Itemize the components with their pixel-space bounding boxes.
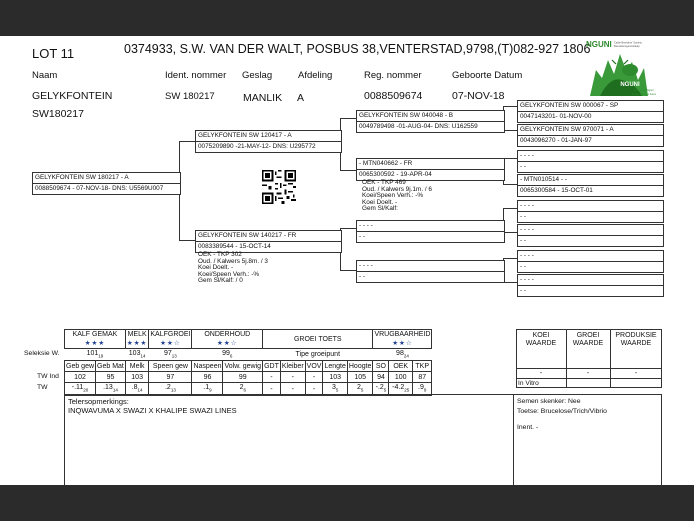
pedigree-sss: GELYKFONTEIN SW 000067 - SP 0047143201- 01-NOV-00	[517, 100, 664, 123]
semen-donor: Semen skenker: Nee	[517, 398, 581, 405]
in-vitro-label: In Vitro	[518, 380, 539, 387]
pedigree-dam: GELYKFONTEIN SW 140217 - FR 0083389544 - 15-OCT-14	[195, 230, 342, 253]
header-afdeling: Afdeling	[298, 70, 333, 81]
sel-kalfgroei: $97_{13}$	[164, 350, 177, 359]
header-reg: Reg. nommer	[364, 70, 422, 81]
koei-waarde-ind: -	[539, 370, 543, 377]
group-kalf-gemak: KALF GEMAK ★★★	[65, 330, 126, 349]
pedigree-dss: - - - - - -	[517, 200, 664, 223]
qr-code-icon	[262, 170, 296, 204]
remarks-text: INQWAVUMA X SWAZI X KHALIPE SWAZI LINES	[68, 406, 237, 415]
animal-geslag: MANLIK	[243, 92, 283, 104]
produksie-waarde-header: PRODUKSIE WAARDE	[615, 332, 657, 347]
pedigree-sire-dam: - MTN040662 - FR 0065300592 - 19-APR-04	[356, 158, 505, 181]
logo-text2: Beestelersgenootskap	[614, 45, 640, 48]
performance-table	[64, 329, 432, 396]
pedigree-ssd: GELYKFONTEIN SW 970071 - A 0043096270 - 01-JAN-97	[517, 124, 664, 147]
tw-label: TW	[37, 384, 48, 391]
header-geslag: Geslag	[242, 70, 273, 81]
owner-line: 0374933, S.W. VAN DER WALT, POSBUS 38,VENTERSTAD,9798,(T)082-927 1806	[124, 42, 591, 56]
animal-afdeling: A	[297, 92, 305, 104]
header-ident: Ident. nommer	[165, 70, 227, 81]
remarks-title: Telersopmerkings:	[68, 397, 129, 406]
groei-waarde-header: GROEI WAARDE	[572, 332, 604, 347]
header-geboorte: Geboorte Datum	[452, 70, 523, 81]
sel-kalf-gemak: $101_{19}$	[86, 350, 104, 359]
logo-text4: for you and your future	[632, 93, 657, 96]
group-onderhoud: ONDERHOUD ★★☆	[192, 330, 263, 349]
sel-groei-toets: Tipe groeipunt	[295, 351, 341, 359]
animal-name2: SW180217	[32, 108, 84, 120]
tw-row: $-.11_{20}$ $.13_{14}$ $.8_{14}$ $.2_{13}$ $.1_9$ $2_6$ - - - $3_5$ $2_5$ $-.2_5$ $-4.2_{25}$ $.9_9$	[65, 383, 432, 395]
tw-ind-label: TW Ind	[37, 373, 59, 380]
pedigree-dds: - - - - - -	[517, 250, 664, 273]
certificate-page	[0, 36, 694, 485]
header-naam: Naam	[32, 70, 58, 81]
column-headers: Geb gew Geb Mat Melk Speen gew Naspeen Volw. gewig GDT Kleiber VOV Lengte Hoogte SO OEK TKP	[65, 361, 432, 372]
pedigree-sire: GELYKFONTEIN SW 120417 - A 0075209890 -21-MAY-12- DNS: U295772	[195, 130, 342, 153]
logo-text1: Cattle Breeders' Society	[614, 41, 642, 45]
seleksie-label: Seleksie W.	[24, 350, 60, 357]
tw-ind-row: 102 95 103 97 96 99 - - - 103 105 94 100 87	[65, 372, 432, 383]
inoculation: Inent. -	[517, 424, 539, 431]
lot-number: LOT 11	[32, 46, 75, 61]
group-vrugbaarheid: VRUGBAARHEID ★★☆	[374, 331, 431, 347]
pedigree-dam-dam: - - - - - -	[356, 260, 505, 283]
pedigree-dam-sire: - - - - - -	[356, 220, 505, 243]
animal-name: GELYKFONTEIN	[32, 90, 113, 102]
animal-reg: 0088509674	[364, 90, 423, 102]
koei-waarde-header: KOEI WAARDE	[525, 332, 557, 347]
group-melk: MELK ★★★	[126, 331, 148, 347]
logo-text3: The Smart Nguni	[634, 89, 654, 92]
nguni-logo-icon	[586, 40, 658, 102]
sel-melk: $103_{14}$	[128, 350, 146, 359]
groei-waarde-ind: -	[586, 370, 590, 377]
breeder-remarks	[64, 394, 514, 485]
produksie-waarde-ind: -	[634, 370, 638, 377]
dam-details: OEK - TKP 302 Oud. / Kalwers 5j.8m. / 3 Koei Doelt. - Koei/Speen Verh.: -% Gem Sl/Kalf: / 0	[198, 251, 268, 285]
animal-ident: SW 180217	[165, 91, 215, 102]
logo-name: NGUNI	[586, 40, 612, 49]
pedigree-sdd: - MTN010514 - - 0065300584 - 15-OCT-01	[517, 174, 664, 197]
side-notes	[514, 394, 662, 485]
tests: Toetse: Brucelose/Trich/Vibrio	[517, 408, 607, 415]
sire-dam-details: OEK - TKP 469 Oud. / Kalwers 9j.1m. / 6 Koei/Speen Verh.: -% Koei Doelt. - Gem Sl/Kalf:	[362, 179, 432, 213]
pedigree-dsd: - - - - - -	[517, 224, 664, 247]
pedigree-ddd: - - - - - -	[517, 274, 664, 297]
sel-vrugbaarheid: $98_{24}$	[396, 350, 409, 359]
pedigree-sire-sire: GELYKFONTEIN SW 040048 - B 0049789498 -01-AUG-04- DNS: U162559	[356, 110, 505, 133]
group-kalfgroei: KALFGROEI ★★☆	[150, 331, 191, 347]
animal-geboorte: 07-NOV-18	[452, 90, 505, 102]
pedigree-subject: GELYKFONTEIN SW 180217 - A 0088509674 - 07-NOV-18- DNS: U5569U007	[32, 172, 181, 195]
svg-text:NGUNI: NGUNI	[620, 82, 640, 88]
sel-onderhoud: $99_6$	[222, 350, 233, 359]
group-groei-toets: GROEI TOETS	[263, 330, 373, 349]
pedigree-sds: - - - - - -	[517, 150, 664, 173]
